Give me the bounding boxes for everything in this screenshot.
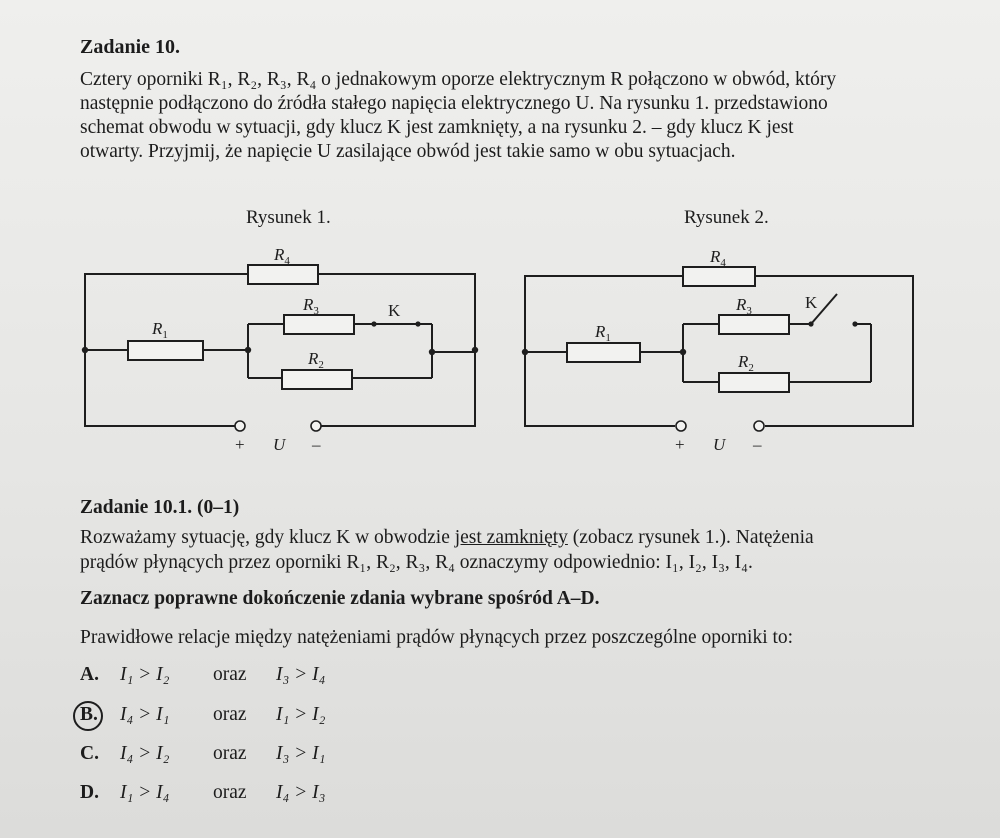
resistor-r3 (284, 315, 354, 334)
svg-text:R2: $R_2$ (308, 349, 324, 371)
answer-option-d[interactable]: D. I₁ > I₄ oraz I₄ > I₃ (80, 782, 326, 803)
svg-text:R1: $R_1$ (152, 319, 168, 341)
terminal-minus (754, 421, 764, 431)
resistor-r3 (719, 315, 789, 334)
svg-text:K: K (805, 293, 818, 312)
circuit-diagram-open (515, 240, 935, 460)
figure-1-caption: Rysunek 1. (246, 207, 331, 228)
circuit-diagram-closed (70, 240, 490, 460)
subtask-line-1: Rozważamy sytuację, gdy klucz K w obwodzie jest zamknięty (zobacz rysunek 1.). Natężenia (80, 527, 814, 548)
svg-text:U: U (713, 435, 726, 454)
intro-line: schemat obwodu w sytuacji, gdy klucz K jest zamknięty, a na rysunku 2. – gdy klucz K jest (80, 117, 794, 138)
svg-text:–: – (753, 435, 762, 454)
resistor-r2 (282, 370, 352, 389)
underlined-phrase: jest zamknięty (454, 527, 568, 548)
svg-text:R1: $R_1$ (595, 322, 611, 344)
svg-text:K: K (388, 301, 401, 320)
answer-option-b[interactable]: B. I₄ > I₁ oraz I₁ > I₂ (80, 704, 480, 730)
task-intro (80, 68, 925, 164)
subtask-title: Zadanie 10.1. (0–1) (80, 497, 240, 518)
svg-text:–: – (312, 435, 321, 454)
svg-text:+: + (235, 435, 245, 454)
resistor-r4 (248, 265, 318, 284)
svg-text:+: + (675, 435, 685, 454)
instruction: Zaznacz poprawne dokończenie zdania wybrane spośród A–D. (80, 588, 600, 609)
terminal-plus (235, 421, 245, 431)
svg-text:R3: $R_3$ (303, 295, 319, 317)
svg-text:R4: $R_4$ (710, 247, 726, 269)
answer-option-c[interactable]: C. I₄ > I₂ oraz I₃ > I₁ (80, 743, 326, 764)
task-title: Zadanie 10. (80, 36, 181, 58)
subtask-line-2: prądów płynących przez oporniki R₁, R₂, R₃, R₄ oznaczymy odpowiednio: I₁, I₂, I₃, I₄. (80, 552, 753, 573)
terminal-minus (311, 421, 321, 431)
figure-2-caption: Rysunek 2. (684, 207, 769, 228)
terminal-plus (676, 421, 686, 431)
question-text: Prawidłowe relacje między natężeniami prądów płynących przez poszczególne oporniki to: (80, 627, 794, 648)
resistor-r2 (719, 373, 789, 392)
svg-text:R2: $R_2$ (738, 352, 754, 374)
resistor-r1 (567, 343, 640, 362)
intro-line: otwarty. Przyjmij, że napięcie U zasilające obwód jest takie samo w obu sytuacjach. (80, 141, 736, 162)
answer-option-a[interactable]: A. I₁ > I₂ oraz I₃ > I₄ (80, 664, 326, 685)
svg-text:R4: $R_4$ (274, 245, 290, 267)
resistor-r4 (683, 267, 755, 286)
svg-text:R3: $R_3$ (736, 295, 752, 317)
svg-text:U: U (273, 435, 286, 454)
intro-line: następnie podłączono do źródła stałego napięcia elektrycznego U. Na rysunku 1. przedstawiono (80, 93, 828, 114)
resistor-r1 (128, 341, 203, 360)
intro-line: Cztery oporniki R₁, R₂, R₃, R₄ o jednakowym oporze elektrycznym R połączono w obwód, który (80, 69, 837, 90)
subtask-text (80, 525, 925, 575)
